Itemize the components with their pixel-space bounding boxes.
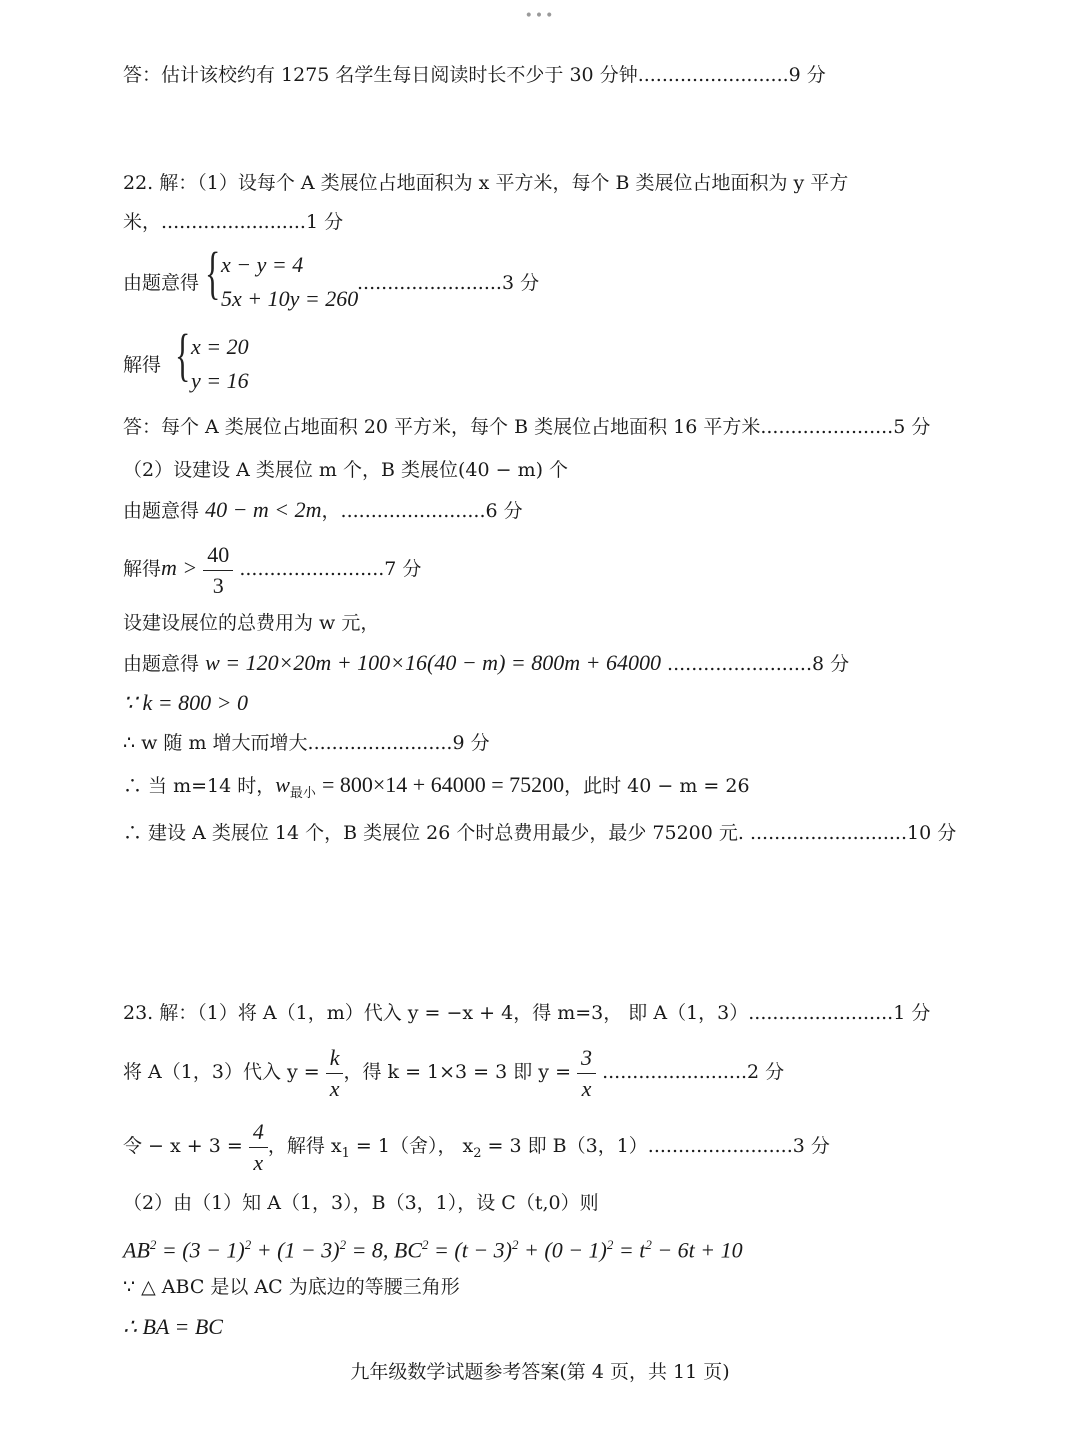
subscript-1: 1 [341,1145,350,1161]
inequality-label: 由题意得 [123,500,200,522]
min-prefix: ∴ 当 m=14 时， [123,775,276,797]
solution-row-1: x = 20 [191,334,249,359]
sup-2: 2 [149,1237,157,1252]
l3-mid2: = 1（舍）， x [349,1135,474,1157]
solution-row-2: y = 16 [191,368,249,393]
fraction-k-over-x [326,1043,344,1104]
q22-because: ∵ k = 800 > 0 [123,690,248,715]
expr-part-c: + (1 − 3) [251,1237,340,1263]
inequality-score: ，........................6 分 [321,500,523,522]
q22-part-2: （2）设建设 A 类展位 m 个，B 类展位(40 − m) 个 [123,459,569,481]
sup-2: 2 [422,1237,429,1252]
fraction-numerator: 4 [249,1117,268,1148]
q22-score-3: ........................3 分 [357,272,540,294]
expr-part-g: = t [613,1237,646,1263]
min-subscript: 最小 [289,785,316,801]
solve-label: 解得 [123,558,162,580]
left-brace-icon: { [205,240,221,305]
q23-line-3 [123,1116,830,1184]
expr-ab: AB [123,1237,150,1263]
q22-therefore-1: ∴ w 随 m 增大而增大........................9 分 [123,732,490,754]
q22-solve-label: 解得 [123,354,162,376]
q22-cost-def: 设建设展位的总费用为 w 元， [123,612,380,634]
q23-line-7: ∴ BA = BC [123,1314,223,1339]
q22-heading: 22. 解：（1）设每个 A 类展位占地面积为 x 平方米，每个 B 类展位占地面积为 y 平方 [123,172,849,194]
fraction-denominator: x [329,1075,340,1101]
q22-solve-m [123,538,421,601]
answer-line-21: 答：估计该校约有 1275 名学生每日阅读时长不少于 30 分钟.........................9 分 [123,64,826,86]
solve-lhs: m > [161,555,198,580]
q23-line-6: ∵ △ ABC 是以 AC 为底边的等腰三角形 [123,1276,460,1298]
fraction-3-over-x [577,1043,596,1104]
q22-answer-1: 答：每个 A 类展位占地面积 20 平方米，每个 B 类展位占地面积 16 平方米......................5 分 [123,416,931,438]
fraction-numerator: 40 [203,540,233,571]
expr-part-f: + (0 − 1) [518,1237,607,1263]
subscript-2: 2 [473,1145,482,1161]
left-brace-icon: { [175,322,191,387]
q22-min-cost [123,770,750,809]
l3-suffix: = 3 即 B（3，1）........................3 分 [481,1135,830,1157]
equation-system-2 [175,322,285,400]
q23-line-2 [123,1042,784,1104]
l3-mid: ，解得 x [267,1135,342,1157]
min-w: w [275,772,290,797]
q22-cost-equation [123,648,849,679]
q22-heading-cont: 米，........................1 分 [123,211,344,233]
inequality-expression: 40 − m < 2m [205,497,322,522]
system-row-1: x − y = 4 [221,252,304,277]
sup-2: 2 [512,1237,519,1252]
sup-2: 2 [645,1237,652,1252]
system-row-2: 5x + 10y = 260 [221,286,359,311]
cost-score: ........................8 分 [667,653,850,675]
l2-mid: ，得 k = 1×3 = 3 即 y = [343,1061,571,1083]
q22-system-label: 由题意得 [123,272,200,294]
l2-score: ........................2 分 [602,1061,785,1083]
fraction-numerator: k [326,1043,344,1074]
cost-expression: w = 120×20m + 100×16(40 − m) = 800m + 64000 [205,650,661,675]
drag-handle-dots[interactable]: ••• [524,8,556,24]
cost-label: 由题意得 [123,653,200,675]
expr-part-e: = (t − 3) [428,1237,513,1263]
fraction-4-over-x [249,1117,268,1178]
fraction-denominator: x [581,1075,592,1101]
equation-system-1 [205,240,365,318]
l3-prefix: 令 − x + 3 = [123,1135,243,1157]
fraction-denominator: x [253,1149,264,1175]
sup-2: 2 [244,1237,252,1252]
q23-line-4: （2）由（1）知 A（1，3），B（3，1），设 C（t,0）则 [123,1192,599,1214]
q23-line-5 [123,1230,743,1265]
q22-final-answer: ∴ 建设 A 类展位 14 个，B 类展位 26 个时总费用最少，最少 75200 元. ..........................10 分 [123,822,957,844]
sup-2: 2 [339,1237,347,1252]
expr-part-d: = 8, BC [346,1237,423,1263]
q23-line-1: 23. 解：（1）将 A（1，m）代入 y = −x + 4，得 m=3， 即 A（1，3）........................1 分 [123,1002,931,1024]
solve-score: ........................7 分 [239,558,422,580]
sup-2: 2 [606,1237,614,1252]
q22-inequality [123,495,523,526]
expr-part-h: − 6t + 10 [651,1237,743,1263]
min-suffix: ，此时 40 − m = 26 [564,775,750,797]
fraction-40-over-3 [203,540,233,601]
fraction-numerator: 3 [577,1043,596,1074]
expr-part-b: = (3 − 1) [156,1237,245,1263]
page-footer: 九年级数学试题参考答案(第 4 页，共 11 页) [350,1361,730,1383]
min-equation: = 800×14 + 64000 = 75200 [321,772,565,797]
fraction-denominator: 3 [212,572,224,598]
l2-prefix: 将 A（1，3）代入 y = [123,1061,320,1083]
